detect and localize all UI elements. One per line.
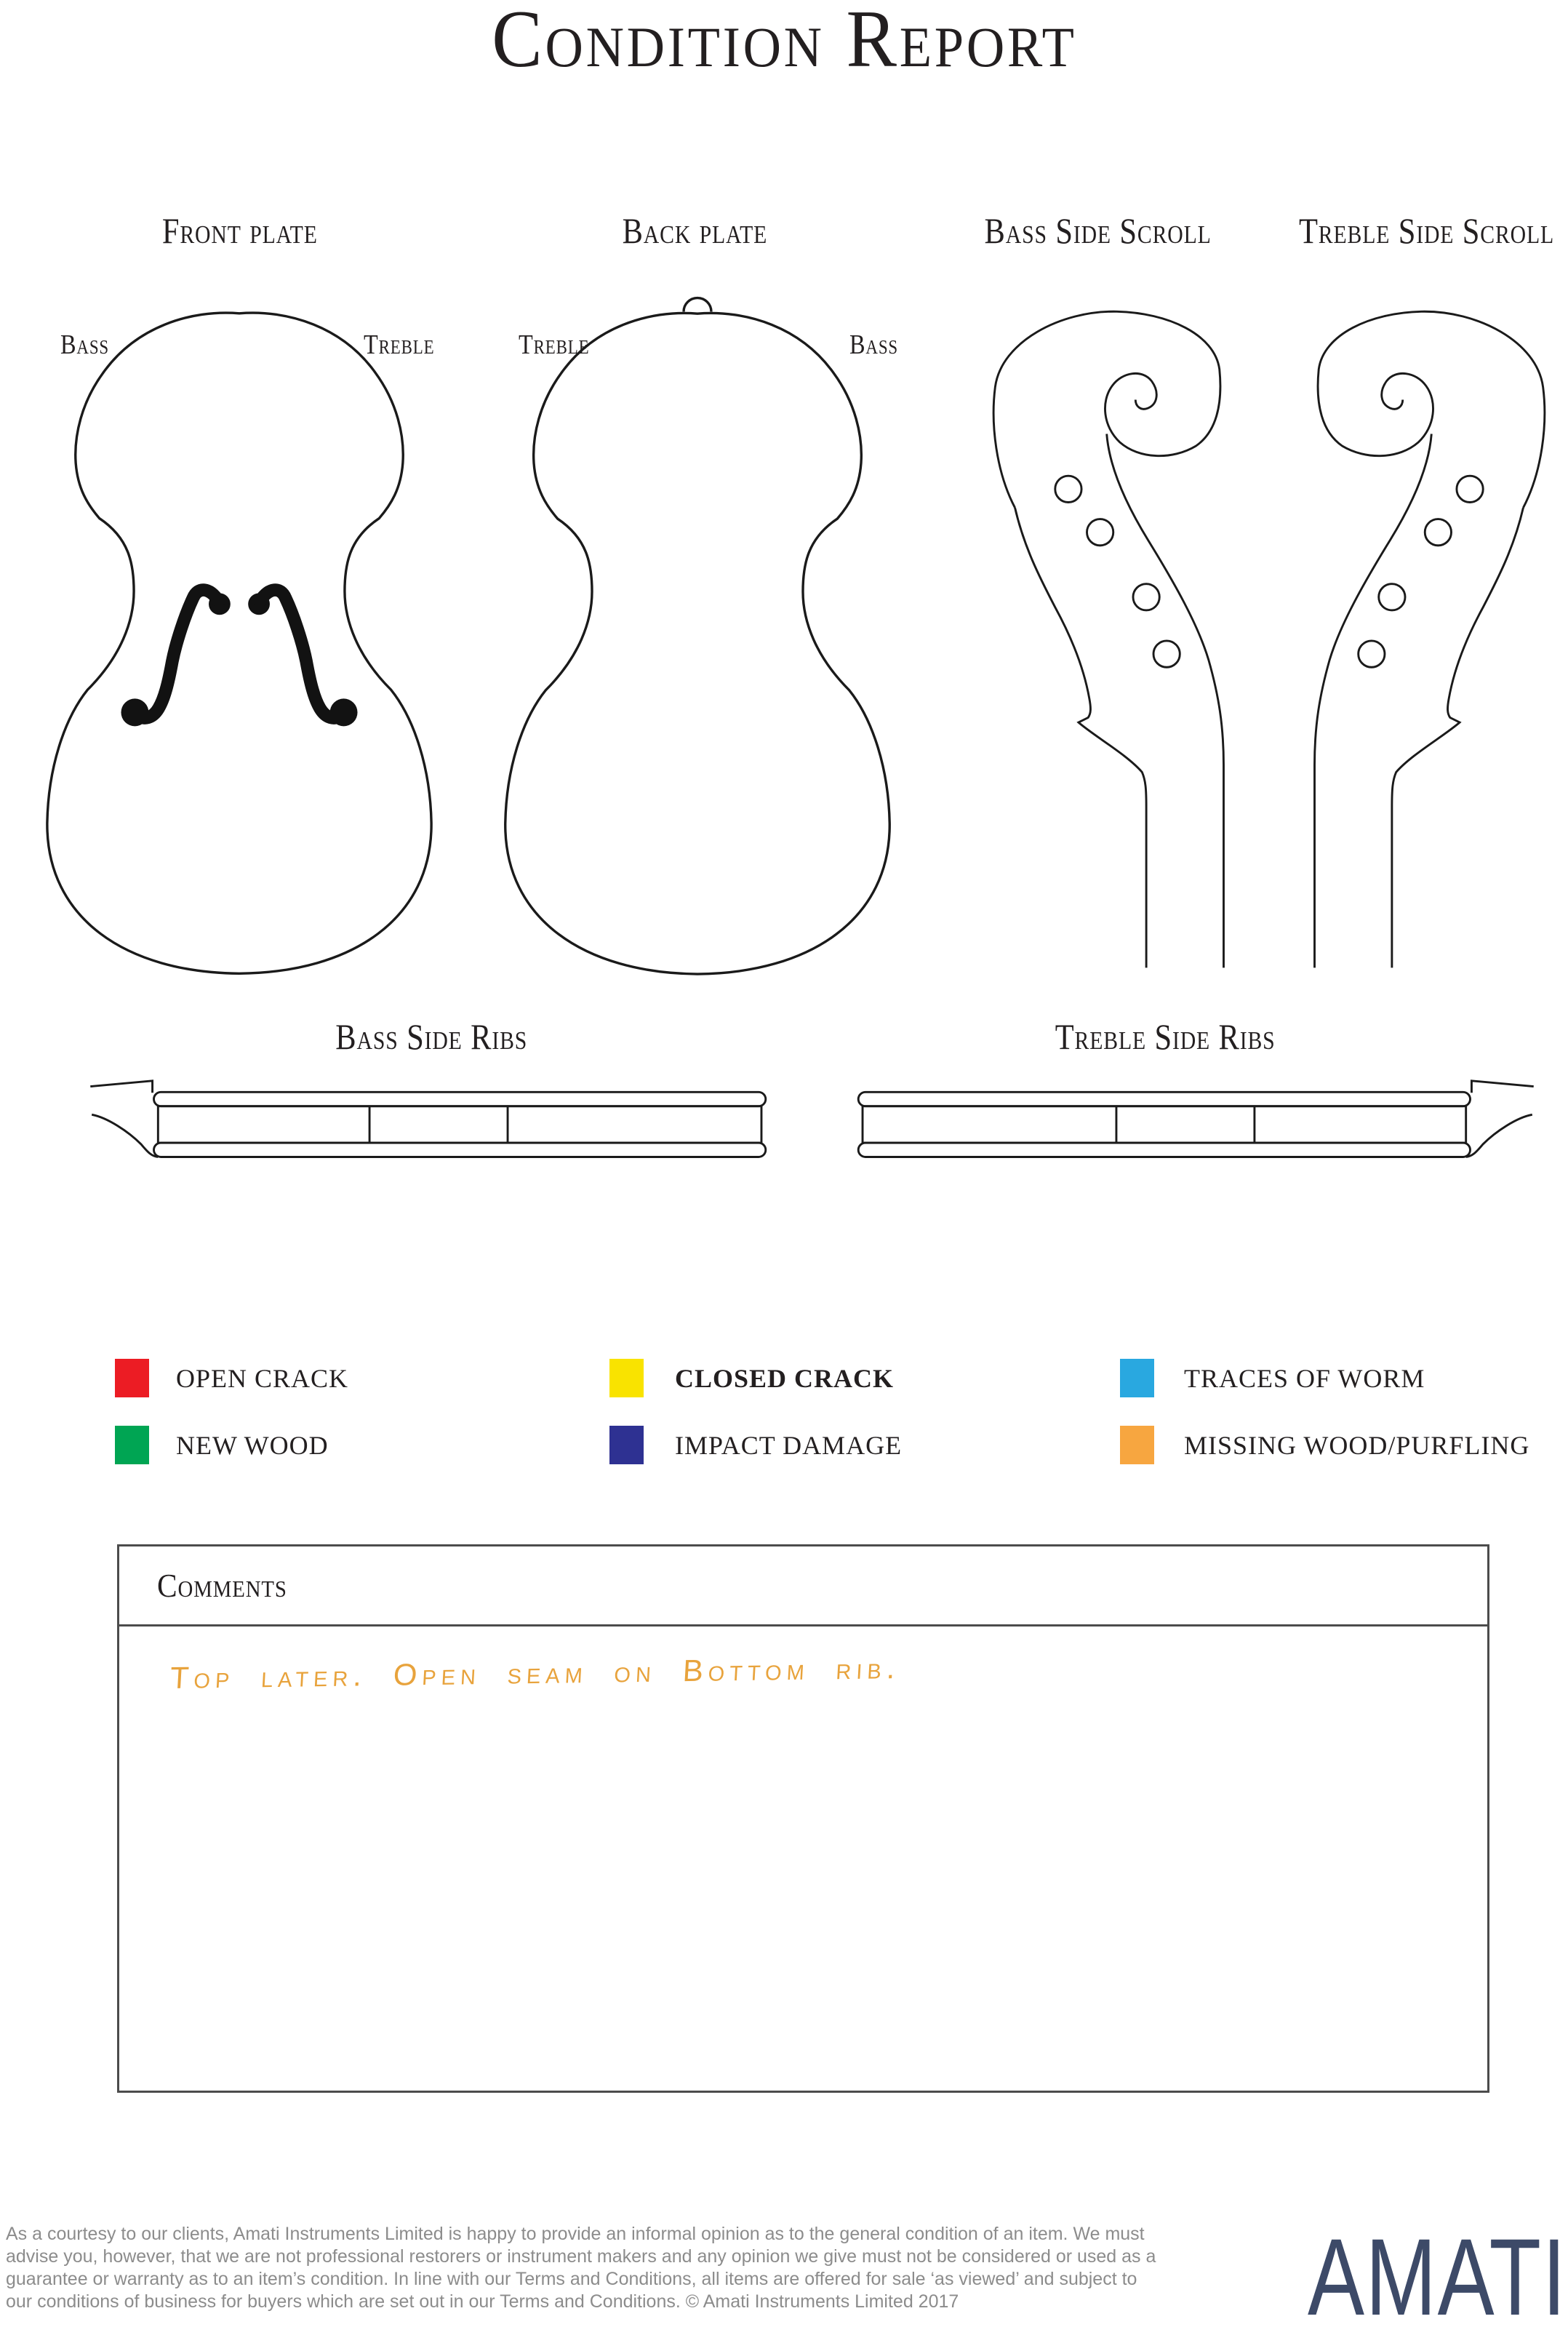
impact-damage-swatch — [609, 1426, 644, 1464]
back-plate-button — [684, 298, 711, 312]
top-edge-rail — [154, 1092, 766, 1106]
peg-hole — [1457, 476, 1483, 502]
front-plate-diagram — [42, 306, 436, 975]
treble-scroll-heading: Treble Side Scroll — [1299, 210, 1555, 251]
legend-label: NEW WOOD — [176, 1431, 329, 1460]
back-plate-bass-label: Bass — [849, 330, 899, 360]
comments-heading: Comments — [157, 1567, 287, 1604]
bottom-edge-rail — [154, 1143, 766, 1157]
treble-ribs-diagram — [849, 1077, 1541, 1168]
bass-ribs-diagram — [83, 1077, 775, 1168]
f-hole-treble — [248, 590, 357, 726]
legend-label: OPEN CRACK — [176, 1364, 349, 1393]
rib-band — [158, 1106, 761, 1143]
peg-hole — [1379, 584, 1405, 610]
missing-wood-swatch — [1120, 1426, 1154, 1464]
amati-logo: AMATI — [1308, 2216, 1567, 2327]
peg-hole — [1133, 584, 1159, 610]
neck-line — [1471, 1081, 1533, 1093]
neck-heel — [92, 1114, 158, 1157]
page-title: Condition Report — [491, 0, 1077, 84]
handwritten-note: Top later. Open seam on Bottom rib. — [169, 1650, 902, 1696]
front-plate-heading: Front plate — [162, 210, 318, 251]
treble-ribs-heading: Treble Side Ribs — [1055, 1016, 1276, 1057]
rib-band — [863, 1106, 1466, 1143]
neck-line — [90, 1081, 152, 1093]
front-plate-bass-label: Bass — [60, 330, 110, 360]
comments-box — [117, 1544, 1489, 2093]
comments-header — [119, 1546, 1487, 1626]
f-hole-bass — [121, 590, 230, 726]
peg-hole — [1359, 641, 1385, 667]
bass-scroll-heading: Bass Side Scroll — [984, 210, 1212, 251]
back-plate-diagram — [500, 286, 895, 976]
bottom-edge-rail — [858, 1143, 1470, 1157]
legend-label: TRACES OF WORM — [1184, 1364, 1425, 1393]
footer-disclaimer: As a courtesy to our clients, Amati Instruments Limited is happy to provide an informal opinion as to the general condition of an item. We must advise you, however, that we are not professional restorers or instrument makers and any opinion we give must not be considered or used as a guarantee or warranty as to an item’s condition. In line with our Terms and Conditions, all items are offered for sale ‘as viewed’ and subject to our conditions of business for buyers which are set out in our Terms and Conditions. © Amati Instruments Limited 2017 — [6, 2224, 1156, 2312]
bass-ribs-heading: Bass Side Ribs — [335, 1016, 527, 1057]
front-plate-outline — [47, 313, 431, 973]
traces-of-worm-swatch — [1120, 1359, 1154, 1397]
front-plate-treble-label: Treble — [364, 330, 435, 360]
treble-scroll-diagram — [1309, 309, 1549, 969]
legend-label: MISSING WOOD/PURFLING — [1184, 1431, 1530, 1460]
back-plate-treble-label: Treble — [519, 330, 590, 360]
peg-hole — [1153, 641, 1180, 667]
peg-hole — [1055, 476, 1081, 502]
legend-label: CLOSED CRACK — [675, 1364, 895, 1393]
closed-crack-swatch — [609, 1359, 644, 1397]
open-crack-swatch — [115, 1359, 149, 1397]
legend-label: IMPACT DAMAGE — [675, 1431, 903, 1460]
top-edge-rail — [858, 1092, 1470, 1106]
neck-heel — [1466, 1114, 1532, 1157]
new-wood-swatch — [115, 1426, 149, 1464]
peg-hole — [1425, 519, 1451, 546]
back-plate-heading: Back plate — [622, 210, 767, 251]
scroll-outline — [993, 311, 1223, 967]
bass-scroll-diagram — [989, 309, 1229, 969]
peg-hole — [1087, 519, 1113, 546]
back-plate-outline — [505, 313, 889, 974]
scroll-outline — [1315, 311, 1545, 967]
